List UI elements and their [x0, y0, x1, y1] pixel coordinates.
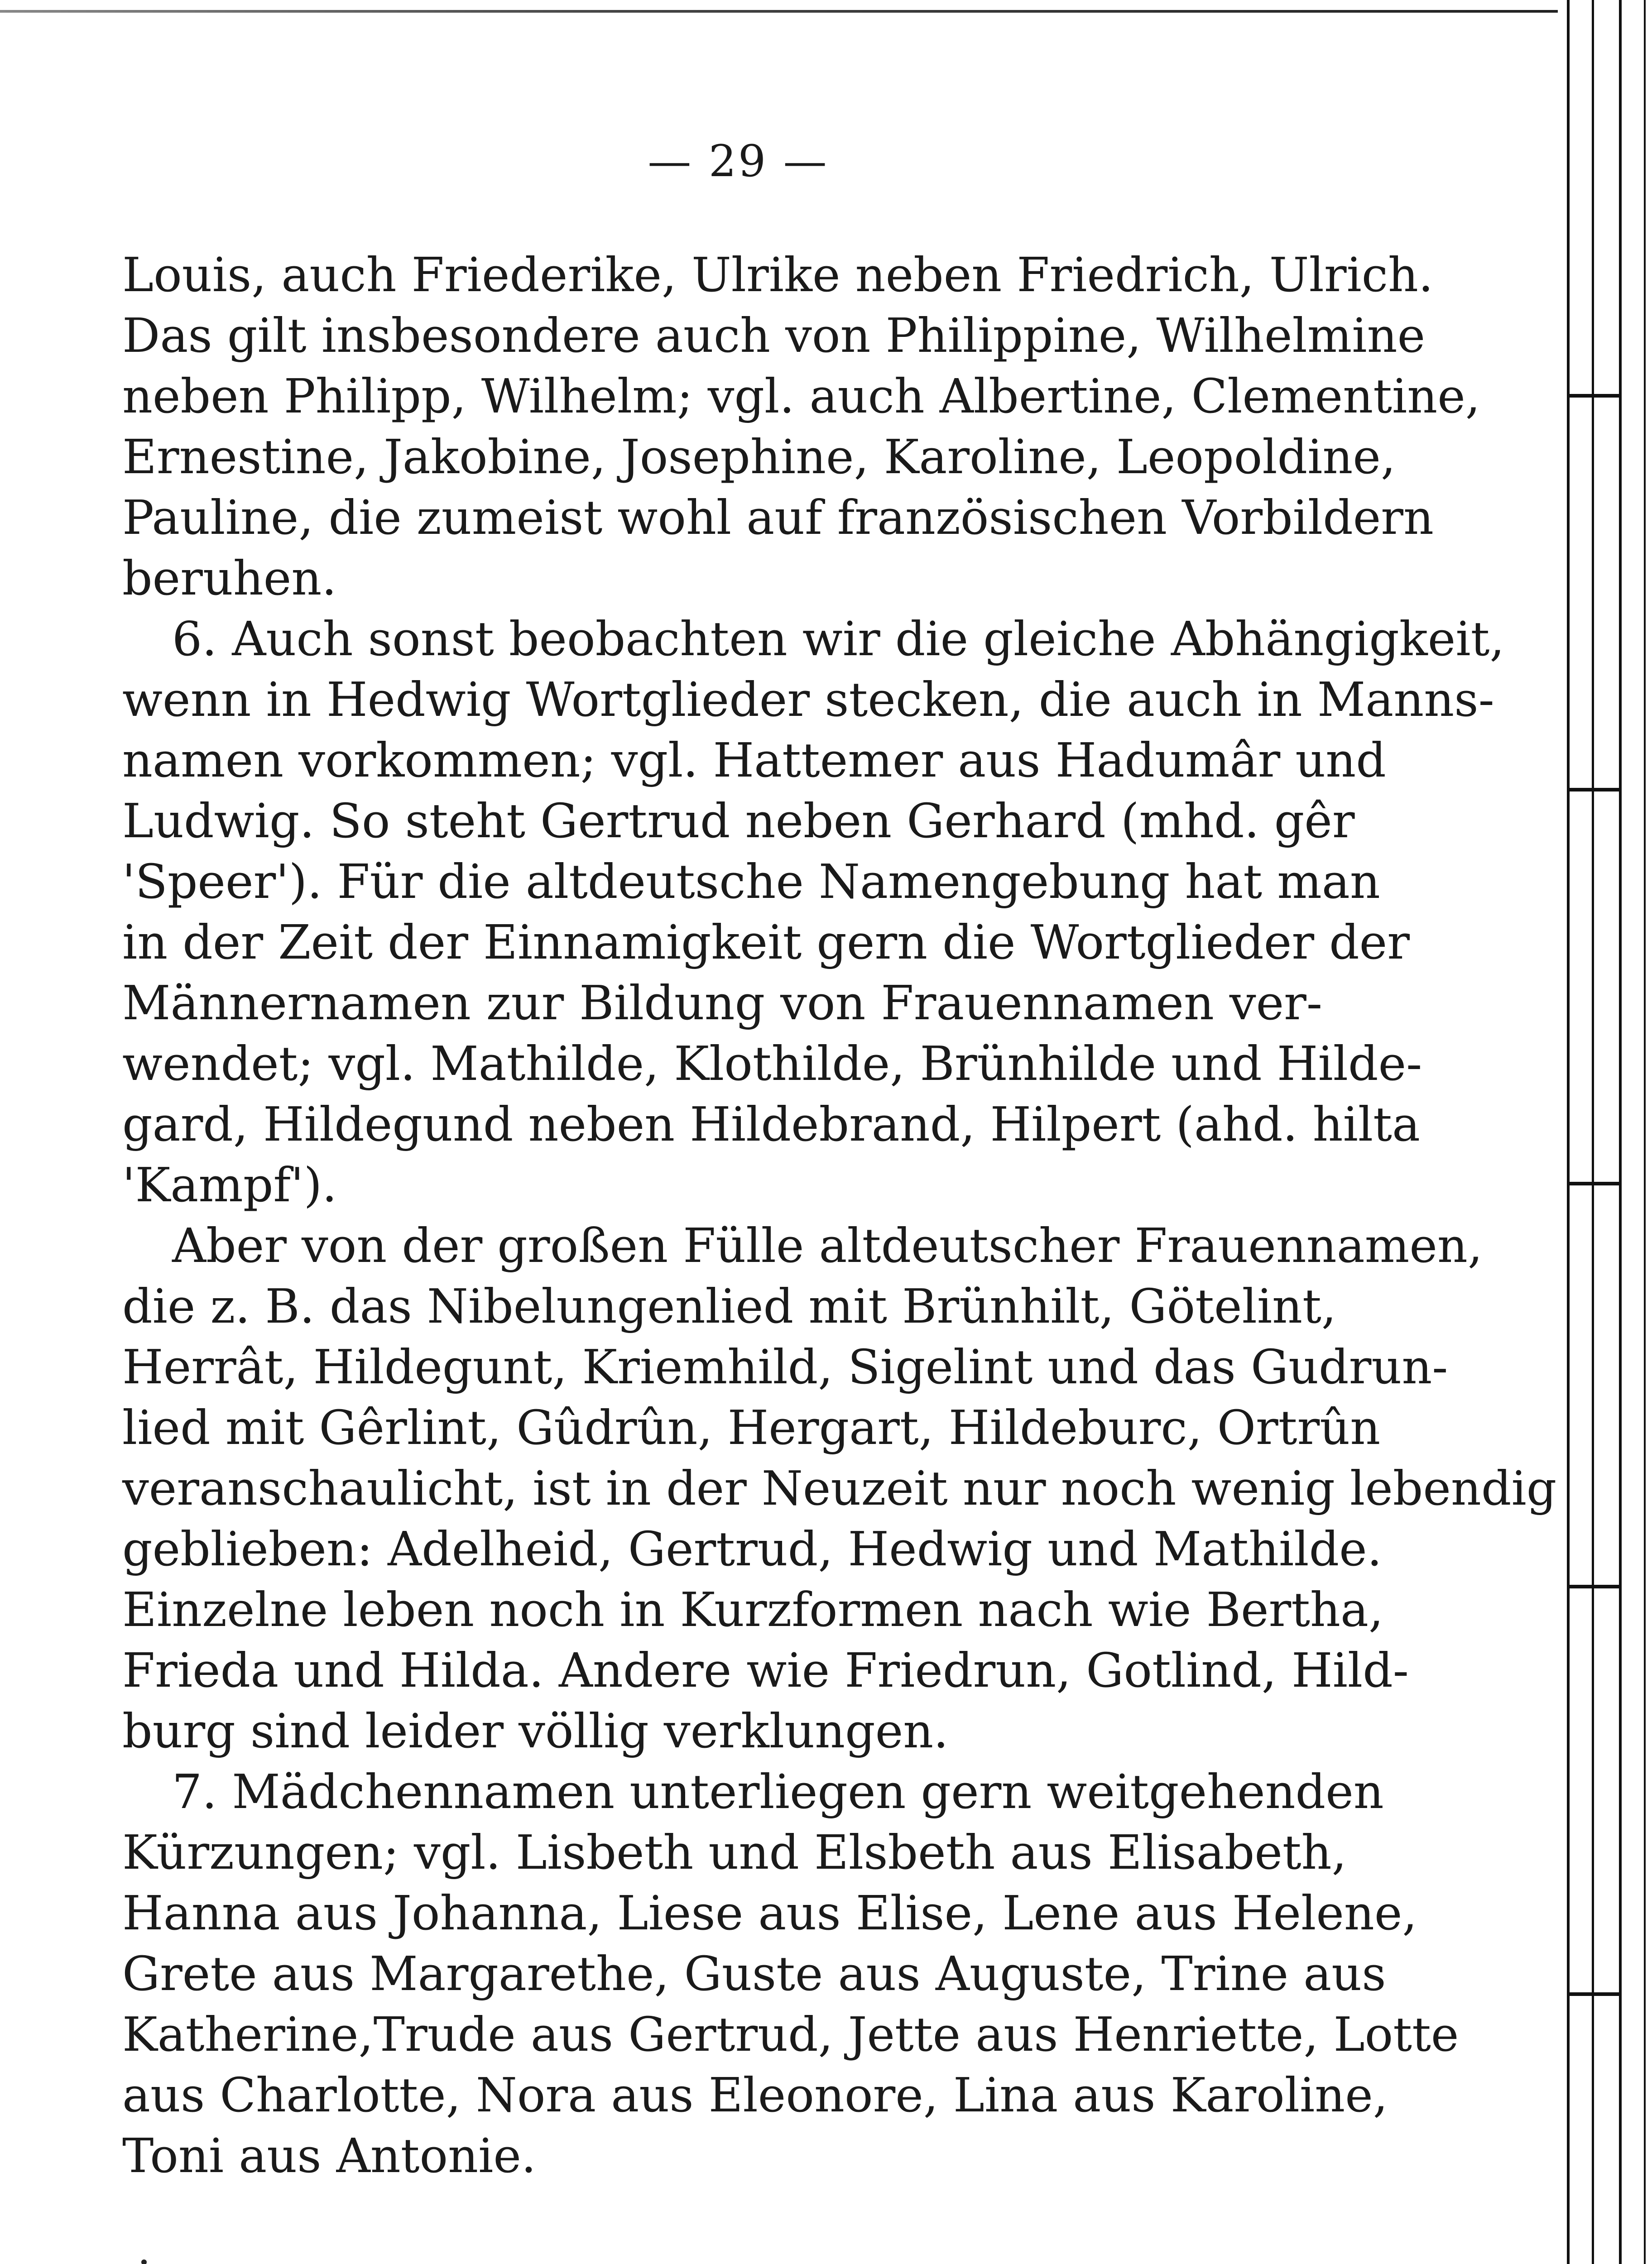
text-line: burg sind leider völlig verklungen. [122, 1703, 949, 1759]
text-line: 7. Mädchennamen unterliegen gern weitgehenden [172, 1764, 1384, 1819]
text-line: Katherine,Trude aus Gertrud, Jette aus Henriette, Lotte [122, 2007, 1459, 2062]
text-line: namen vorkommen; vgl. Hattemer aus Hadumâr und [122, 733, 1386, 788]
text-line: geblieben: Adelheid, Gertrud, Hedwig und Mathilde. [122, 1521, 1382, 1577]
text-line: Louis, auch Friederike, Ulrike neben Friedrich, Ulrich. [122, 247, 1434, 302]
text-line: 6. Auch sonst beobachten wir die gleiche Abhängigkeit, [172, 611, 1505, 667]
text-line: beruhen. [122, 551, 337, 606]
text-line: wenn in Hedwig Wortglieder stecken, die auch in Manns- [122, 672, 1494, 727]
text-line: gard, Hildegund neben Hildebrand, Hilpert (ahd. hilta [122, 1097, 1420, 1152]
text-line: Frieda und Hilda. Andere wie Friedrun, Gotlind, Hild- [122, 1643, 1409, 1698]
page-number: — 29 — [648, 136, 829, 187]
text-line: Toni aus Antonie. [122, 2128, 536, 2183]
text-line: die z. B. das Nibelungenlied mit Brünhilt, Götelint, [122, 1279, 1336, 1334]
text-line: Männernamen zur Bildung von Frauennamen ver- [122, 975, 1322, 1031]
text-line: Ernestine, Jakobine, Josephine, Karoline, Leopoldine, [122, 429, 1396, 484]
text-line: Ludwig. So steht Gertrud neben Gerhard (mhd. gêr [122, 793, 1355, 849]
text-line: neben Philipp, Wilhelm; vgl. auch Albertine, Clementine, [122, 369, 1480, 424]
page-edge-strip [1558, 0, 1652, 2264]
text-line: 'Kampf'). [122, 1157, 337, 1213]
body-text [122, 245, 1557, 2186]
text-line: 'Speer'). Für die altdeutsche Namengebung hat man [122, 854, 1380, 909]
text-line: wendet; vgl. Mathilde, Klothilde, Brünhilde und Hilde- [122, 1036, 1422, 1091]
text-line: in der Zeit der Einnamigkeit gern die Wortglieder der [122, 915, 1410, 970]
top-rule [0, 10, 1558, 13]
text-line: veranschaulicht, ist in der Neuzeit nur noch wenig lebendig [122, 1461, 1557, 1516]
text-line: Pauline, die zumeist wohl auf französischen Vorbildern [122, 490, 1434, 545]
text-line: lied mit Gêrlint, Gûdrûn, Hergart, Hildeburc, Ortrûn [122, 1400, 1381, 1455]
text-line: Das gilt insbesondere auch von Philippine, Wilhelmine [122, 308, 1426, 363]
text-line: Einzelne leben noch in Kurzformen nach wie Bertha, [122, 1582, 1384, 1637]
text-line: Aber von der großen Fülle altdeutscher Frauennamen, [172, 1218, 1483, 1273]
text-line: Kürzungen; vgl. Lisbeth und Elsbeth aus Elisabeth, [122, 1825, 1347, 1880]
text-line: aus Charlotte, Nora aus Eleonore, Lina aus Karoline, [122, 2067, 1388, 2123]
text-line: Herrât, Hildegunt, Kriemhild, Sigelint und das Gudrun- [122, 1339, 1448, 1395]
text-line: Grete aus Margarethe, Guste aus Auguste, Trine aus [122, 1946, 1386, 2001]
stray-mark [141, 2259, 147, 2264]
text-line: Hanna aus Johanna, Liese aus Elise, Lene aus Helene, [122, 1885, 1417, 1941]
